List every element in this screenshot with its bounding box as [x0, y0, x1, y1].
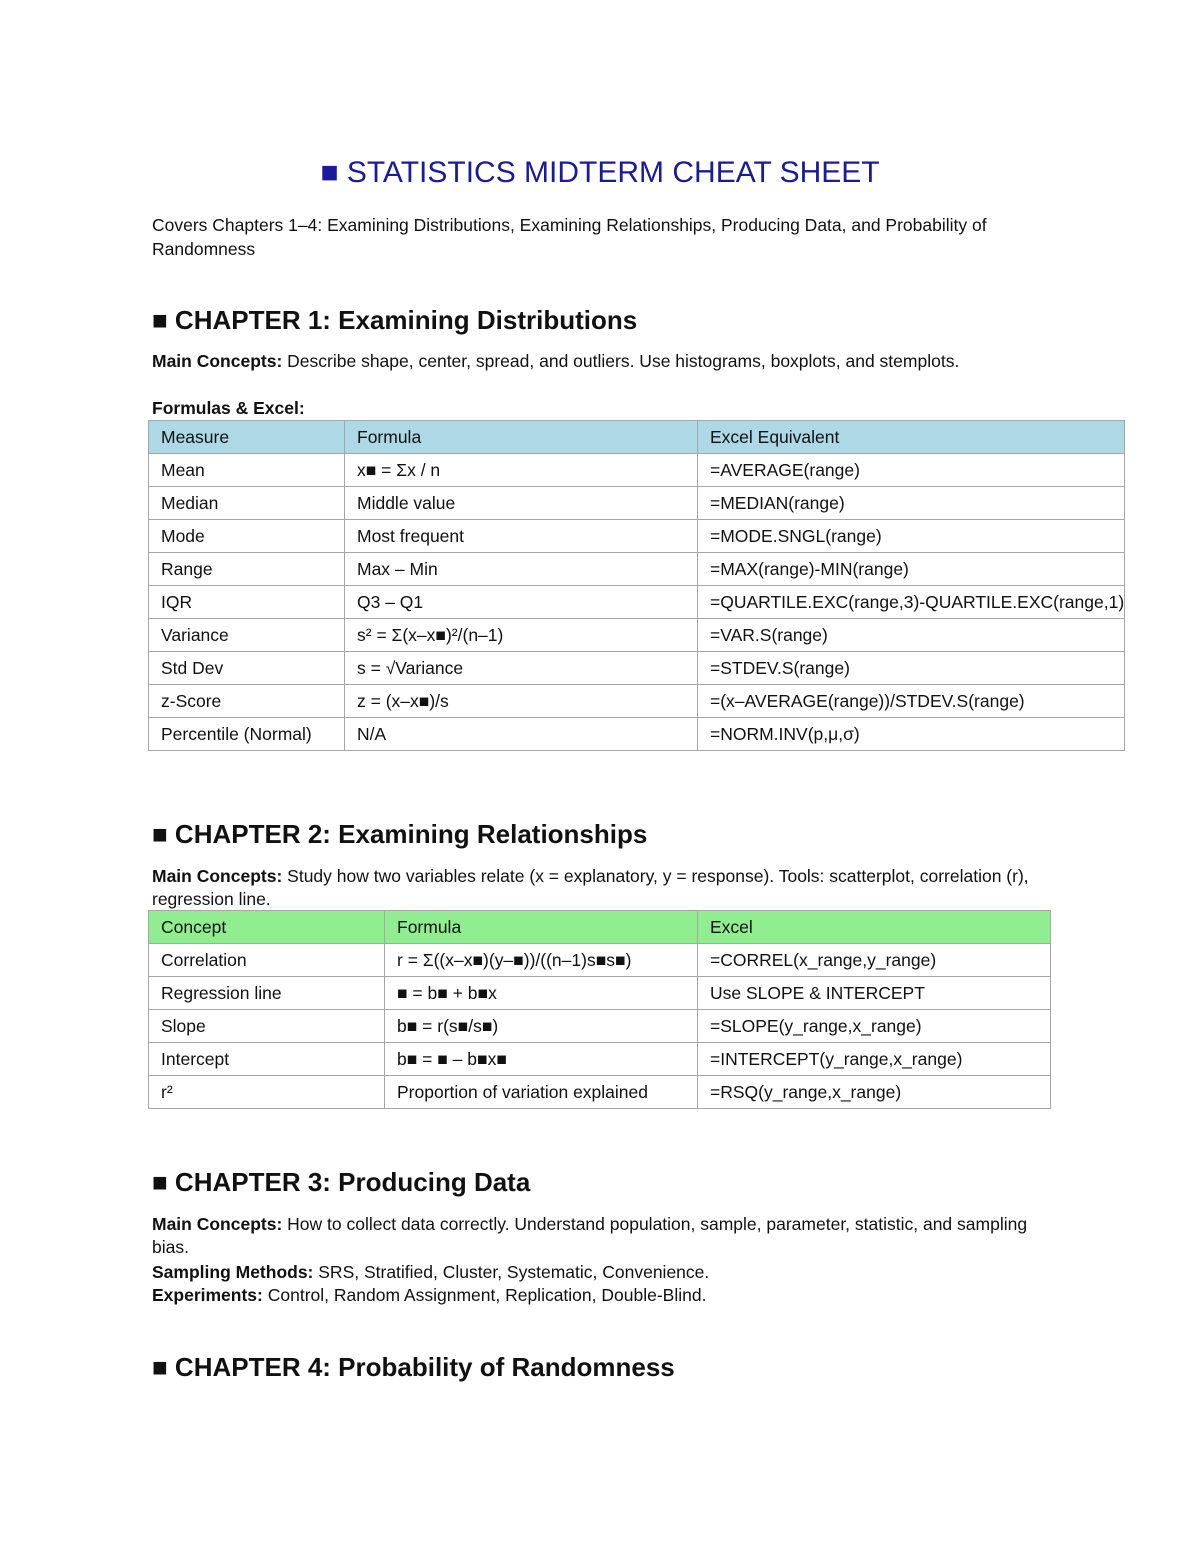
chapter4-heading: ■ CHAPTER 4: Probability of Randomness [152, 1352, 675, 1382]
table-cell: Proportion of variation explained [385, 1076, 698, 1109]
table-cell: =CORREL(x_range,y_range) [698, 944, 1051, 977]
table-cell: Q3 – Q1 [345, 586, 698, 619]
chapter3-sampling-text: SRS, Stratified, Cluster, Systematic, Convenience. [313, 1262, 710, 1282]
table-cell: z-Score [149, 685, 345, 718]
chapter2-concepts [152, 865, 1032, 911]
table-row [149, 520, 1125, 553]
chapter3-concepts-label: Main Concepts: [152, 1214, 283, 1234]
header-cell: Excel [698, 911, 1051, 944]
chapter1-concepts [152, 350, 1032, 373]
table-cell: Mean [149, 454, 345, 487]
table-cell: Std Dev [149, 652, 345, 685]
chapter3-experiments [152, 1284, 706, 1307]
table-cell: Percentile (Normal) [149, 718, 345, 751]
table-cell: =MEDIAN(range) [698, 487, 1125, 520]
header-cell: Formula [345, 421, 698, 454]
table-cell: b■ = ■ – b■x■ [385, 1043, 698, 1076]
document-subtitle: Covers Chapters 1–4: Examining Distributions, Examining Relationships, Producing Data, and Probability of Randomness [152, 215, 987, 259]
chapter2-concepts-text: Study how two variables relate (x = explanatory, y = response). Tools: scatterplot, correlation (r), regression line. [152, 866, 1029, 909]
chapter1-table [148, 420, 1125, 751]
table-cell: Median [149, 487, 345, 520]
table-cell: =(x–AVERAGE(range))/STDEV.S(range) [698, 685, 1125, 718]
header-cell: Excel Equivalent [698, 421, 1125, 454]
table-cell: Variance [149, 619, 345, 652]
table-cell: x■ = Σx / n [345, 454, 698, 487]
chapter3-experiments-label: Experiments: [152, 1285, 263, 1305]
table-cell: =NORM.INV(p,μ,σ) [698, 718, 1125, 751]
chapter1-concepts-label: Main Concepts: [152, 351, 283, 371]
chapter3-sampling [152, 1261, 709, 1284]
table-header-row [149, 911, 1051, 944]
chapter3-sampling-label: Sampling Methods: [152, 1262, 314, 1282]
table-cell: =MAX(range)-MIN(range) [698, 553, 1125, 586]
chapter2-concepts-label: Main Concepts: [152, 866, 283, 886]
table-cell: Regression line [149, 977, 385, 1010]
chapter1-formulas-label: Formulas & Excel: [152, 398, 305, 418]
table-cell: IQR [149, 586, 345, 619]
header-cell: Concept [149, 911, 385, 944]
table-cell: =QUARTILE.EXC(range,3)-QUARTILE.EXC(range,1) [698, 586, 1125, 619]
table-cell: s = √Variance [345, 652, 698, 685]
header-cell: Measure [149, 421, 345, 454]
table-cell: Slope [149, 1010, 385, 1043]
table-cell: =VAR.S(range) [698, 619, 1125, 652]
table-cell: r = Σ((x–x■)(y–■))/((n–1)s■s■) [385, 944, 698, 977]
table-row [149, 586, 1125, 619]
table-row [149, 1076, 1051, 1109]
table-row [149, 619, 1125, 652]
table-row [149, 718, 1125, 751]
chapter1-concepts-text: Describe shape, center, spread, and outliers. Use histograms, boxplots, and stemplots. [282, 351, 960, 371]
table-cell: s² = Σ(x–x■)²/(n–1) [345, 619, 698, 652]
table-cell: =SLOPE(y_range,x_range) [698, 1010, 1051, 1043]
table-cell: Intercept [149, 1043, 385, 1076]
chapter3-concepts [152, 1213, 1032, 1259]
table-cell: Correlation [149, 944, 385, 977]
table-cell: =INTERCEPT(y_range,x_range) [698, 1043, 1051, 1076]
table-cell: Max – Min [345, 553, 698, 586]
table-header-row [149, 421, 1125, 454]
header-cell: Formula [385, 911, 698, 944]
table-cell: Most frequent [345, 520, 698, 553]
chapter2-table [148, 910, 1051, 1109]
table-row [149, 1010, 1051, 1043]
chapter3-experiments-text: Control, Random Assignment, Replication, Double-Blind. [262, 1285, 707, 1305]
table-row [149, 652, 1125, 685]
table-cell: =MODE.SNGL(range) [698, 520, 1125, 553]
table-cell: ■ = b■ + b■x [385, 977, 698, 1010]
table-cell: =STDEV.S(range) [698, 652, 1125, 685]
chapter2-heading: ■ CHAPTER 2: Examining Relationships [152, 819, 648, 849]
table-row [149, 487, 1125, 520]
table-cell: Use SLOPE & INTERCEPT [698, 977, 1051, 1010]
table-row [149, 944, 1051, 977]
table-cell: Mode [149, 520, 345, 553]
table-row [149, 454, 1125, 487]
chapter3-concepts-text: How to collect data correctly. Understand population, sample, parameter, statistic, and sampling bias. [152, 1214, 1028, 1257]
table-cell: z = (x–x■)/s [345, 685, 698, 718]
document-title: ■ STATISTICS MIDTERM CHEAT SHEET [320, 156, 880, 189]
chapter3-heading: ■ CHAPTER 3: Producing Data [152, 1167, 531, 1197]
table-row [149, 685, 1125, 718]
table-cell: Range [149, 553, 345, 586]
table-row [149, 553, 1125, 586]
table-row [149, 1043, 1051, 1076]
table-row [149, 977, 1051, 1010]
table-cell: =AVERAGE(range) [698, 454, 1125, 487]
table-cell: =RSQ(y_range,x_range) [698, 1076, 1051, 1109]
table-cell: b■ = r(s■/s■) [385, 1010, 698, 1043]
table-cell: r² [149, 1076, 385, 1109]
table-cell: Middle value [345, 487, 698, 520]
table-cell: N/A [345, 718, 698, 751]
chapter1-heading: ■ CHAPTER 1: Examining Distributions [152, 305, 638, 335]
